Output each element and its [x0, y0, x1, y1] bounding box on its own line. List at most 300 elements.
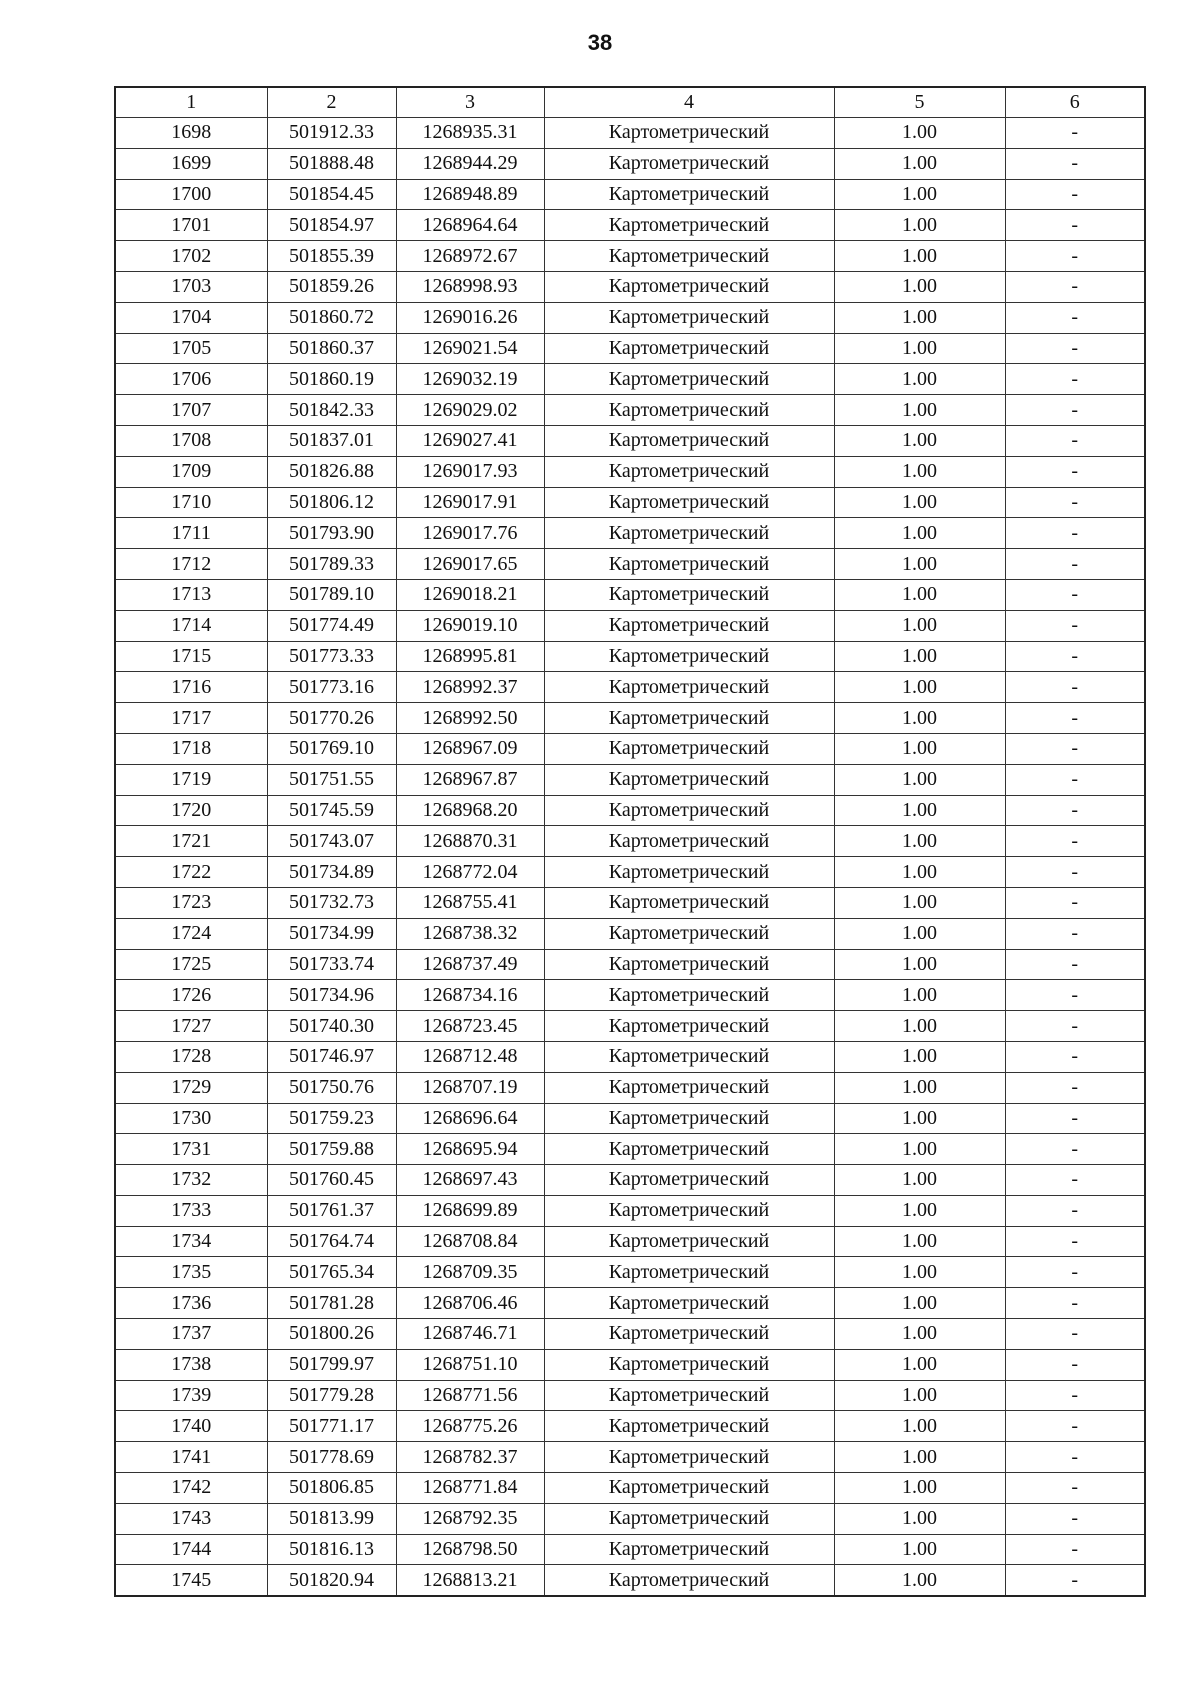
x-coordinate-cell: 501789.10	[267, 579, 396, 610]
accuracy-cell: 1.00	[834, 826, 1005, 857]
table-row	[115, 1103, 1145, 1134]
point-number-cell: 1705	[115, 333, 267, 364]
accuracy-cell: 1.00	[834, 1072, 1005, 1103]
y-coordinate-cell: 1268935.31	[396, 118, 544, 149]
table-row	[115, 1134, 1145, 1165]
point-number-cell: 1728	[115, 1041, 267, 1072]
note-cell: -	[1005, 425, 1145, 456]
point-number-cell: 1742	[115, 1473, 267, 1504]
accuracy-cell: 1.00	[834, 764, 1005, 795]
point-number-cell: 1699	[115, 148, 267, 179]
method-cell: Картометрический	[544, 148, 834, 179]
y-coordinate-cell: 1268992.37	[396, 672, 544, 703]
point-number-cell: 1727	[115, 1011, 267, 1042]
point-number-cell: 1708	[115, 425, 267, 456]
table-row	[115, 949, 1145, 980]
note-cell: -	[1005, 395, 1145, 426]
x-coordinate-cell: 501799.97	[267, 1349, 396, 1380]
point-number-cell: 1724	[115, 918, 267, 949]
x-coordinate-cell: 501888.48	[267, 148, 396, 179]
point-number-cell: 1730	[115, 1103, 267, 1134]
x-coordinate-cell: 501745.59	[267, 795, 396, 826]
table-row	[115, 179, 1145, 210]
note-cell: -	[1005, 1288, 1145, 1319]
table-row	[115, 302, 1145, 333]
accuracy-cell: 1.00	[834, 1195, 1005, 1226]
x-coordinate-cell: 501820.94	[267, 1565, 396, 1596]
note-cell: -	[1005, 764, 1145, 795]
y-coordinate-cell: 1268737.49	[396, 949, 544, 980]
method-cell: Картометрический	[544, 857, 834, 888]
x-coordinate-cell: 501779.28	[267, 1380, 396, 1411]
note-cell: -	[1005, 579, 1145, 610]
table-row	[115, 1195, 1145, 1226]
table-row	[115, 918, 1145, 949]
method-cell: Картометрический	[544, 1442, 834, 1473]
accuracy-cell: 1.00	[834, 1534, 1005, 1565]
y-coordinate-cell: 1268782.37	[396, 1442, 544, 1473]
x-coordinate-cell: 501765.34	[267, 1257, 396, 1288]
y-coordinate-cell: 1268699.89	[396, 1195, 544, 1226]
method-cell: Картометрический	[544, 610, 834, 641]
point-number-cell: 1721	[115, 826, 267, 857]
table-row	[115, 1072, 1145, 1103]
note-cell: -	[1005, 980, 1145, 1011]
table-row	[115, 1380, 1145, 1411]
point-number-cell: 1723	[115, 887, 267, 918]
accuracy-cell: 1.00	[834, 1442, 1005, 1473]
method-cell: Картометрический	[544, 241, 834, 272]
note-cell: -	[1005, 703, 1145, 734]
table-header	[115, 87, 1145, 118]
method-cell: Картометрический	[544, 579, 834, 610]
table-row	[115, 1319, 1145, 1350]
accuracy-cell: 1.00	[834, 610, 1005, 641]
table-row	[115, 641, 1145, 672]
method-cell: Картометрический	[544, 1257, 834, 1288]
table-row	[115, 549, 1145, 580]
table-row	[115, 1226, 1145, 1257]
accuracy-cell: 1.00	[834, 425, 1005, 456]
y-coordinate-cell: 1268948.89	[396, 179, 544, 210]
point-number-cell: 1711	[115, 518, 267, 549]
accuracy-cell: 1.00	[834, 1319, 1005, 1350]
point-number-cell: 1713	[115, 579, 267, 610]
point-number-cell: 1731	[115, 1134, 267, 1165]
point-number-cell: 1715	[115, 641, 267, 672]
x-coordinate-cell: 501734.99	[267, 918, 396, 949]
method-cell: Картометрический	[544, 733, 834, 764]
y-coordinate-cell: 1268967.87	[396, 764, 544, 795]
y-coordinate-cell: 1268712.48	[396, 1041, 544, 1072]
point-number-cell: 1745	[115, 1565, 267, 1596]
note-cell: -	[1005, 241, 1145, 272]
accuracy-cell: 1.00	[834, 733, 1005, 764]
x-coordinate-cell: 501774.49	[267, 610, 396, 641]
accuracy-cell: 1.00	[834, 210, 1005, 241]
method-cell: Картометрический	[544, 333, 834, 364]
accuracy-cell: 1.00	[834, 1257, 1005, 1288]
point-number-cell: 1732	[115, 1165, 267, 1196]
column-header: 4	[544, 87, 834, 118]
note-cell: -	[1005, 271, 1145, 302]
x-coordinate-cell: 501732.73	[267, 887, 396, 918]
accuracy-cell: 1.00	[834, 302, 1005, 333]
y-coordinate-cell: 1268695.94	[396, 1134, 544, 1165]
method-cell: Картометрический	[544, 118, 834, 149]
point-number-cell: 1710	[115, 487, 267, 518]
y-coordinate-cell: 1268792.35	[396, 1503, 544, 1534]
table-row	[115, 425, 1145, 456]
accuracy-cell: 1.00	[834, 1349, 1005, 1380]
y-coordinate-cell: 1268775.26	[396, 1411, 544, 1442]
x-coordinate-cell: 501860.19	[267, 364, 396, 395]
accuracy-cell: 1.00	[834, 241, 1005, 272]
method-cell: Картометрический	[544, 395, 834, 426]
accuracy-cell: 1.00	[834, 456, 1005, 487]
y-coordinate-cell: 1269017.65	[396, 549, 544, 580]
method-cell: Картометрический	[544, 764, 834, 795]
column-header: 2	[267, 87, 396, 118]
accuracy-cell: 1.00	[834, 1473, 1005, 1504]
x-coordinate-cell: 501773.33	[267, 641, 396, 672]
x-coordinate-cell: 501816.13	[267, 1534, 396, 1565]
y-coordinate-cell: 1269016.26	[396, 302, 544, 333]
accuracy-cell: 1.00	[834, 980, 1005, 1011]
method-cell: Картометрический	[544, 1072, 834, 1103]
method-cell: Картометрический	[544, 795, 834, 826]
note-cell: -	[1005, 610, 1145, 641]
table-row	[115, 487, 1145, 518]
x-coordinate-cell: 501860.72	[267, 302, 396, 333]
point-number-cell: 1740	[115, 1411, 267, 1442]
table-row	[115, 1503, 1145, 1534]
point-number-cell: 1700	[115, 179, 267, 210]
accuracy-cell: 1.00	[834, 949, 1005, 980]
y-coordinate-cell: 1268944.29	[396, 148, 544, 179]
note-cell: -	[1005, 1165, 1145, 1196]
method-cell: Картометрический	[544, 179, 834, 210]
table-row	[115, 1534, 1145, 1565]
x-coordinate-cell: 501859.26	[267, 271, 396, 302]
y-coordinate-cell: 1269017.76	[396, 518, 544, 549]
y-coordinate-cell: 1269019.10	[396, 610, 544, 641]
y-coordinate-cell: 1268772.04	[396, 857, 544, 888]
table-row	[115, 980, 1145, 1011]
method-cell: Картометрический	[544, 1411, 834, 1442]
table-row	[115, 887, 1145, 918]
x-coordinate-cell: 501860.37	[267, 333, 396, 364]
accuracy-cell: 1.00	[834, 118, 1005, 149]
x-coordinate-cell: 501781.28	[267, 1288, 396, 1319]
note-cell: -	[1005, 487, 1145, 518]
point-number-cell: 1739	[115, 1380, 267, 1411]
accuracy-cell: 1.00	[834, 1103, 1005, 1134]
table-row	[115, 764, 1145, 795]
table-row	[115, 672, 1145, 703]
point-number-cell: 1714	[115, 610, 267, 641]
point-number-cell: 1719	[115, 764, 267, 795]
accuracy-cell: 1.00	[834, 1011, 1005, 1042]
y-coordinate-cell: 1268696.64	[396, 1103, 544, 1134]
method-cell: Картометрический	[544, 487, 834, 518]
method-cell: Картометрический	[544, 887, 834, 918]
method-cell: Картометрический	[544, 1195, 834, 1226]
x-coordinate-cell: 501912.33	[267, 118, 396, 149]
point-number-cell: 1720	[115, 795, 267, 826]
accuracy-cell: 1.00	[834, 518, 1005, 549]
y-coordinate-cell: 1268708.84	[396, 1226, 544, 1257]
x-coordinate-cell: 501743.07	[267, 826, 396, 857]
x-coordinate-cell: 501759.23	[267, 1103, 396, 1134]
point-number-cell: 1707	[115, 395, 267, 426]
y-coordinate-cell: 1268707.19	[396, 1072, 544, 1103]
method-cell: Картометрический	[544, 1534, 834, 1565]
x-coordinate-cell: 501813.99	[267, 1503, 396, 1534]
method-cell: Картометрический	[544, 1134, 834, 1165]
note-cell: -	[1005, 1011, 1145, 1042]
accuracy-cell: 1.00	[834, 179, 1005, 210]
table-row	[115, 148, 1145, 179]
page-number: 38	[587, 30, 613, 55]
accuracy-cell: 1.00	[834, 1565, 1005, 1596]
method-cell: Картометрический	[544, 1288, 834, 1319]
method-cell: Картометрический	[544, 918, 834, 949]
y-coordinate-cell: 1268697.43	[396, 1165, 544, 1196]
point-number-cell: 1743	[115, 1503, 267, 1534]
table-row	[115, 364, 1145, 395]
method-cell: Картометрический	[544, 425, 834, 456]
x-coordinate-cell: 501773.16	[267, 672, 396, 703]
point-number-cell: 1735	[115, 1257, 267, 1288]
x-coordinate-cell: 501761.37	[267, 1195, 396, 1226]
accuracy-cell: 1.00	[834, 1041, 1005, 1072]
note-cell: -	[1005, 1226, 1145, 1257]
accuracy-cell: 1.00	[834, 641, 1005, 672]
y-coordinate-cell: 1268992.50	[396, 703, 544, 734]
table-row	[115, 1411, 1145, 1442]
x-coordinate-cell: 501778.69	[267, 1442, 396, 1473]
note-cell: -	[1005, 918, 1145, 949]
x-coordinate-cell: 501734.96	[267, 980, 396, 1011]
table-row	[115, 1349, 1145, 1380]
y-coordinate-cell: 1268706.46	[396, 1288, 544, 1319]
table-row	[115, 733, 1145, 764]
x-coordinate-cell: 501750.76	[267, 1072, 396, 1103]
accuracy-cell: 1.00	[834, 549, 1005, 580]
table-row	[115, 703, 1145, 734]
x-coordinate-cell: 501746.97	[267, 1041, 396, 1072]
x-coordinate-cell: 501806.12	[267, 487, 396, 518]
note-cell: -	[1005, 1442, 1145, 1473]
point-number-cell: 1744	[115, 1534, 267, 1565]
table-row	[115, 456, 1145, 487]
header-row	[115, 87, 1145, 118]
note-cell: -	[1005, 1565, 1145, 1596]
method-cell: Картометрический	[544, 1349, 834, 1380]
note-cell: -	[1005, 641, 1145, 672]
table-row	[115, 1257, 1145, 1288]
method-cell: Картометрический	[544, 1473, 834, 1504]
method-cell: Картометрический	[544, 549, 834, 580]
table-row	[115, 610, 1145, 641]
note-cell: -	[1005, 210, 1145, 241]
point-number-cell: 1702	[115, 241, 267, 272]
point-number-cell: 1703	[115, 271, 267, 302]
x-coordinate-cell: 501842.33	[267, 395, 396, 426]
note-cell: -	[1005, 857, 1145, 888]
method-cell: Картометрический	[544, 456, 834, 487]
table-row	[115, 826, 1145, 857]
note-cell: -	[1005, 118, 1145, 149]
y-coordinate-cell: 1268998.93	[396, 271, 544, 302]
accuracy-cell: 1.00	[834, 1134, 1005, 1165]
y-coordinate-cell: 1269017.93	[396, 456, 544, 487]
x-coordinate-cell: 501771.17	[267, 1411, 396, 1442]
y-coordinate-cell: 1268723.45	[396, 1011, 544, 1042]
column-header: 3	[396, 87, 544, 118]
note-cell: -	[1005, 1257, 1145, 1288]
note-cell: -	[1005, 733, 1145, 764]
x-coordinate-cell: 501826.88	[267, 456, 396, 487]
point-number-cell: 1706	[115, 364, 267, 395]
table-body	[115, 118, 1145, 1597]
point-number-cell: 1738	[115, 1349, 267, 1380]
x-coordinate-cell: 501740.30	[267, 1011, 396, 1042]
note-cell: -	[1005, 333, 1145, 364]
y-coordinate-cell: 1268709.35	[396, 1257, 544, 1288]
method-cell: Картометрический	[544, 1041, 834, 1072]
method-cell: Картометрический	[544, 672, 834, 703]
note-cell: -	[1005, 1503, 1145, 1534]
method-cell: Картометрический	[544, 518, 834, 549]
table-row	[115, 857, 1145, 888]
accuracy-cell: 1.00	[834, 1380, 1005, 1411]
accuracy-cell: 1.00	[834, 333, 1005, 364]
accuracy-cell: 1.00	[834, 364, 1005, 395]
note-cell: -	[1005, 1534, 1145, 1565]
column-header: 5	[834, 87, 1005, 118]
accuracy-cell: 1.00	[834, 887, 1005, 918]
accuracy-cell: 1.00	[834, 857, 1005, 888]
method-cell: Картометрический	[544, 1503, 834, 1534]
column-header: 1	[115, 87, 267, 118]
point-number-cell: 1717	[115, 703, 267, 734]
accuracy-cell: 1.00	[834, 918, 1005, 949]
table-row	[115, 271, 1145, 302]
table-row	[115, 395, 1145, 426]
y-coordinate-cell: 1269029.02	[396, 395, 544, 426]
table-row	[115, 1011, 1145, 1042]
note-cell: -	[1005, 549, 1145, 580]
y-coordinate-cell: 1268746.71	[396, 1319, 544, 1350]
y-coordinate-cell: 1268967.09	[396, 733, 544, 764]
y-coordinate-cell: 1268738.32	[396, 918, 544, 949]
note-cell: -	[1005, 1411, 1145, 1442]
accuracy-cell: 1.00	[834, 795, 1005, 826]
point-number-cell: 1734	[115, 1226, 267, 1257]
point-number-cell: 1712	[115, 549, 267, 580]
table-row	[115, 518, 1145, 549]
point-number-cell: 1733	[115, 1195, 267, 1226]
point-number-cell: 1701	[115, 210, 267, 241]
note-cell: -	[1005, 795, 1145, 826]
accuracy-cell: 1.00	[834, 395, 1005, 426]
table-row	[115, 118, 1145, 149]
x-coordinate-cell: 501760.45	[267, 1165, 396, 1196]
coordinates-table	[114, 86, 1146, 1597]
method-cell: Картометрический	[544, 1165, 834, 1196]
y-coordinate-cell: 1269021.54	[396, 333, 544, 364]
note-cell: -	[1005, 1134, 1145, 1165]
table-row	[115, 1165, 1145, 1196]
y-coordinate-cell: 1268771.84	[396, 1473, 544, 1504]
method-cell: Картометрический	[544, 364, 834, 395]
y-coordinate-cell: 1268995.81	[396, 641, 544, 672]
x-coordinate-cell: 501734.89	[267, 857, 396, 888]
x-coordinate-cell: 501800.26	[267, 1319, 396, 1350]
accuracy-cell: 1.00	[834, 579, 1005, 610]
method-cell: Картометрический	[544, 1103, 834, 1134]
table-row	[115, 579, 1145, 610]
method-cell: Картометрический	[544, 826, 834, 857]
note-cell: -	[1005, 148, 1145, 179]
note-cell: -	[1005, 456, 1145, 487]
x-coordinate-cell: 501764.74	[267, 1226, 396, 1257]
note-cell: -	[1005, 1349, 1145, 1380]
table-row	[115, 1565, 1145, 1596]
x-coordinate-cell: 501855.39	[267, 241, 396, 272]
accuracy-cell: 1.00	[834, 1226, 1005, 1257]
method-cell: Картометрический	[544, 641, 834, 672]
y-coordinate-cell: 1268870.31	[396, 826, 544, 857]
table-row	[115, 795, 1145, 826]
table-row	[115, 1041, 1145, 1072]
y-coordinate-cell: 1268751.10	[396, 1349, 544, 1380]
note-cell: -	[1005, 1319, 1145, 1350]
y-coordinate-cell: 1268771.56	[396, 1380, 544, 1411]
x-coordinate-cell: 501733.74	[267, 949, 396, 980]
note-cell: -	[1005, 672, 1145, 703]
y-coordinate-cell: 1268968.20	[396, 795, 544, 826]
accuracy-cell: 1.00	[834, 148, 1005, 179]
y-coordinate-cell: 1268972.67	[396, 241, 544, 272]
method-cell: Картометрический	[544, 271, 834, 302]
x-coordinate-cell: 501793.90	[267, 518, 396, 549]
x-coordinate-cell: 501854.97	[267, 210, 396, 241]
column-header: 6	[1005, 87, 1145, 118]
note-cell: -	[1005, 1195, 1145, 1226]
note-cell: -	[1005, 1072, 1145, 1103]
note-cell: -	[1005, 1473, 1145, 1504]
point-number-cell: 1698	[115, 118, 267, 149]
method-cell: Картометрический	[544, 1380, 834, 1411]
accuracy-cell: 1.00	[834, 1411, 1005, 1442]
note-cell: -	[1005, 179, 1145, 210]
point-number-cell: 1718	[115, 733, 267, 764]
table-row	[115, 1288, 1145, 1319]
note-cell: -	[1005, 1380, 1145, 1411]
note-cell: -	[1005, 949, 1145, 980]
y-coordinate-cell: 1269017.91	[396, 487, 544, 518]
y-coordinate-cell: 1269027.41	[396, 425, 544, 456]
y-coordinate-cell: 1269018.21	[396, 579, 544, 610]
method-cell: Картометрический	[544, 703, 834, 734]
accuracy-cell: 1.00	[834, 1503, 1005, 1534]
note-cell: -	[1005, 302, 1145, 333]
method-cell: Картометрический	[544, 1319, 834, 1350]
x-coordinate-cell: 501770.26	[267, 703, 396, 734]
